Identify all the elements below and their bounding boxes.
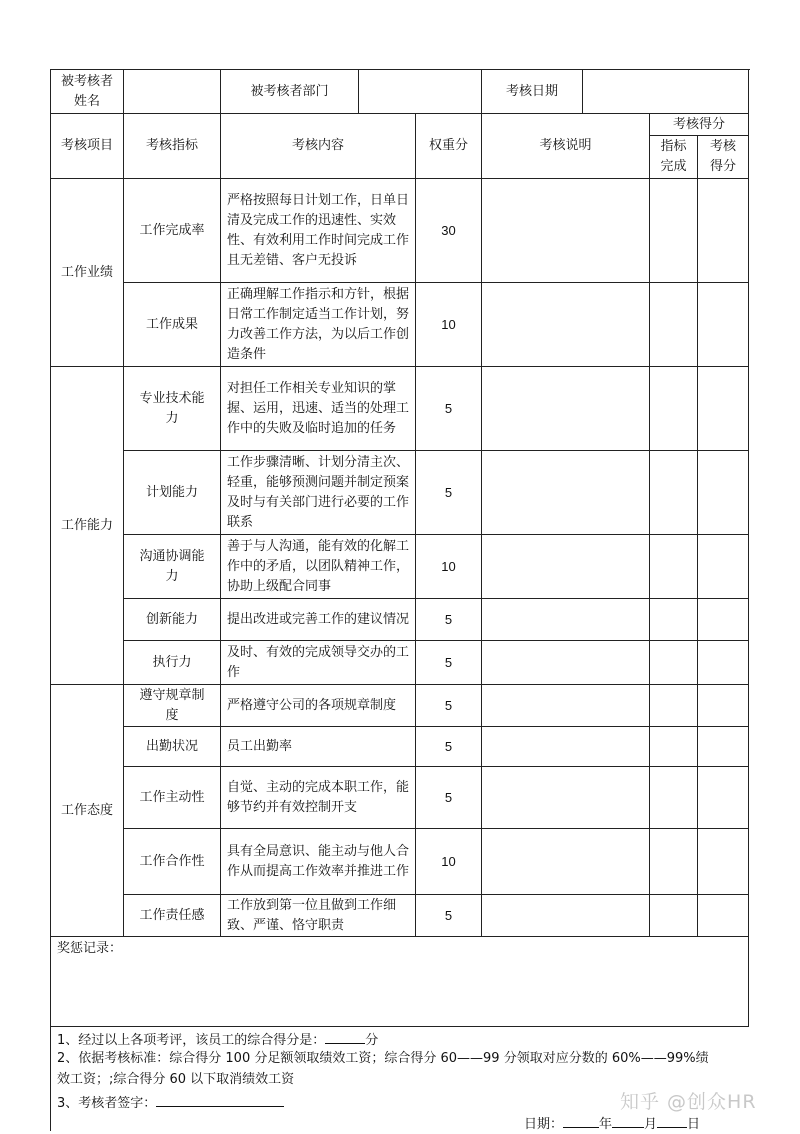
content-cell: 及时、有效的完成领导交办的工作 xyxy=(221,641,416,685)
content-cell: 正确理解工作指示和方针，根据日常工作制定适当工作计划，努力改善工作方法，为以后工作创造条件 xyxy=(221,283,416,367)
explain-cell[interactable] xyxy=(482,767,650,829)
weight-cell: 30 xyxy=(416,179,482,283)
note-date xyxy=(524,1113,700,1134)
explain-cell[interactable] xyxy=(482,641,650,685)
content-cell: 自觉、主动的完成本职工作，能够节约并有效控制开支 xyxy=(221,767,416,829)
day-label: 日 xyxy=(687,1117,701,1132)
weight-cell: 5 xyxy=(416,727,482,767)
appraisal-form xyxy=(50,69,750,1131)
dept-field[interactable] xyxy=(359,70,482,114)
reward-label: 奖惩记录： xyxy=(57,941,123,956)
col-content: 考核内容 xyxy=(221,114,416,179)
watermark: 知乎 @创众HR xyxy=(620,1091,757,1113)
col-explain: 考核说明 xyxy=(482,114,650,179)
complete-cell[interactable] xyxy=(650,535,698,599)
explain-cell[interactable] xyxy=(482,535,650,599)
col-complete: 指标完成 xyxy=(650,136,698,179)
indicator-cell: 执行力 xyxy=(124,641,221,685)
note-standard-1: 2、依据考核标准：综合得分 100 分足额领取绩效工资；综合得分 60——99 分领取对应分数的 60%——99%绩 xyxy=(57,1051,709,1066)
weight-cell: 5 xyxy=(416,367,482,451)
note-total-unit: 分 xyxy=(365,1033,379,1048)
content-cell: 工作放到第一位且做到工作细致、严谨、恪守职责 xyxy=(221,895,416,937)
col-score-group: 考核得分 xyxy=(650,114,749,136)
indicator-cell: 工作成果 xyxy=(124,283,221,367)
weight-cell: 5 xyxy=(416,895,482,937)
name-field[interactable] xyxy=(124,70,221,114)
complete-cell[interactable] xyxy=(650,283,698,367)
section-name: 工作业绩 xyxy=(51,179,124,367)
weight-cell: 10 xyxy=(416,829,482,895)
complete-cell[interactable] xyxy=(650,829,698,895)
explain-cell[interactable] xyxy=(482,727,650,767)
complete-cell[interactable] xyxy=(650,641,698,685)
indicator-cell: 沟通协调能力 xyxy=(124,535,221,599)
indicator-cell: 工作合作性 xyxy=(124,829,221,895)
month-label: 月 xyxy=(644,1117,658,1132)
explain-cell[interactable] xyxy=(482,451,650,535)
score-cell[interactable] xyxy=(698,451,749,535)
score-cell[interactable] xyxy=(698,685,749,727)
explain-cell[interactable] xyxy=(482,179,650,283)
complete-cell[interactable] xyxy=(650,685,698,727)
score-cell[interactable] xyxy=(698,599,749,641)
year-label: 年 xyxy=(599,1117,613,1132)
section-name: 工作态度 xyxy=(51,685,124,937)
score-cell[interactable] xyxy=(698,535,749,599)
score-cell[interactable] xyxy=(698,829,749,895)
complete-cell[interactable] xyxy=(650,727,698,767)
weight-cell: 5 xyxy=(416,451,482,535)
complete-cell[interactable] xyxy=(650,767,698,829)
score-cell[interactable] xyxy=(698,895,749,937)
complete-cell[interactable] xyxy=(650,179,698,283)
indicator-cell: 创新能力 xyxy=(124,599,221,641)
weight-cell: 5 xyxy=(416,685,482,727)
col-score: 考核得分 xyxy=(698,136,749,179)
signature-blank[interactable] xyxy=(156,1092,284,1107)
weight-cell: 5 xyxy=(416,767,482,829)
note-total-score xyxy=(57,1029,378,1050)
indicator-cell: 工作责任感 xyxy=(124,895,221,937)
explain-cell[interactable] xyxy=(482,829,650,895)
score-cell[interactable] xyxy=(698,767,749,829)
complete-cell[interactable] xyxy=(650,367,698,451)
note-signature xyxy=(57,1092,284,1113)
total-score-blank[interactable] xyxy=(325,1029,365,1044)
indicator-cell: 遵守规章制度 xyxy=(124,685,221,727)
col-indicator: 考核指标 xyxy=(124,114,221,179)
content-cell: 提出改进或完善工作的建议情况 xyxy=(221,599,416,641)
content-cell: 员工出勤率 xyxy=(221,727,416,767)
complete-cell[interactable] xyxy=(650,599,698,641)
day-blank[interactable] xyxy=(657,1113,687,1128)
weight-cell: 10 xyxy=(416,535,482,599)
col-item: 考核项目 xyxy=(51,114,124,179)
content-cell: 具有全局意识、能主动与他人合作从而提高工作效率并推进工作 xyxy=(221,829,416,895)
date-label: 考核日期 xyxy=(482,70,583,114)
explain-cell[interactable] xyxy=(482,599,650,641)
content-cell: 严格按照每日计划工作，日单日清及完成工作的迅速性、实效性、有效利用工作时间完成工作且无差错、客户无投诉 xyxy=(221,179,416,283)
content-cell: 严格遵守公司的各项规章制度 xyxy=(221,685,416,727)
indicator-cell: 计划能力 xyxy=(124,451,221,535)
score-cell[interactable] xyxy=(698,367,749,451)
explain-cell[interactable] xyxy=(482,685,650,727)
explain-cell[interactable] xyxy=(482,895,650,937)
indicator-cell: 专业技术能力 xyxy=(124,367,221,451)
name-label: 被考核者姓名 xyxy=(51,70,124,114)
note-date-label: 日期： xyxy=(524,1117,564,1132)
dept-label: 被考核者部门 xyxy=(221,70,359,114)
note-total-text: 1、经过以上各项考评，该员工的综合得分是： xyxy=(57,1033,326,1048)
complete-cell[interactable] xyxy=(650,895,698,937)
score-cell[interactable] xyxy=(698,641,749,685)
score-cell[interactable] xyxy=(698,283,749,367)
signature-label: 3、考核者签字： xyxy=(57,1096,157,1111)
explain-cell[interactable] xyxy=(482,283,650,367)
month-blank[interactable] xyxy=(612,1113,644,1128)
indicator-cell: 工作完成率 xyxy=(124,179,221,283)
date-field[interactable] xyxy=(583,70,749,114)
indicator-cell: 出勤状况 xyxy=(124,727,221,767)
complete-cell[interactable] xyxy=(650,451,698,535)
content-cell: 善于与人沟通，能有效的化解工作中的矛盾，以团队精神工作，协助上级配合同事 xyxy=(221,535,416,599)
weight-cell: 10 xyxy=(416,283,482,367)
content-cell: 工作步骤清晰、计划分清主次、轻重，能够预测问题并制定预案及时与有关部门进行必要的工作联系 xyxy=(221,451,416,535)
score-cell[interactable] xyxy=(698,179,749,283)
indicator-cell: 工作主动性 xyxy=(124,767,221,829)
explain-cell[interactable] xyxy=(482,367,650,451)
col-weight: 权重分 xyxy=(416,114,482,179)
year-blank[interactable] xyxy=(563,1113,599,1128)
weight-cell: 5 xyxy=(416,641,482,685)
weight-cell: 5 xyxy=(416,599,482,641)
score-cell[interactable] xyxy=(698,727,749,767)
reward-record-box[interactable] xyxy=(51,937,749,1027)
content-cell: 对担任工作相关专业知识的掌握、运用，迅速、适当的处理工作中的失败及临时追加的任务 xyxy=(221,367,416,451)
section-name: 工作能力 xyxy=(51,367,124,685)
note-standard-2: 效工资；;综合得分 60 以下取消绩效工资 xyxy=(57,1072,295,1087)
